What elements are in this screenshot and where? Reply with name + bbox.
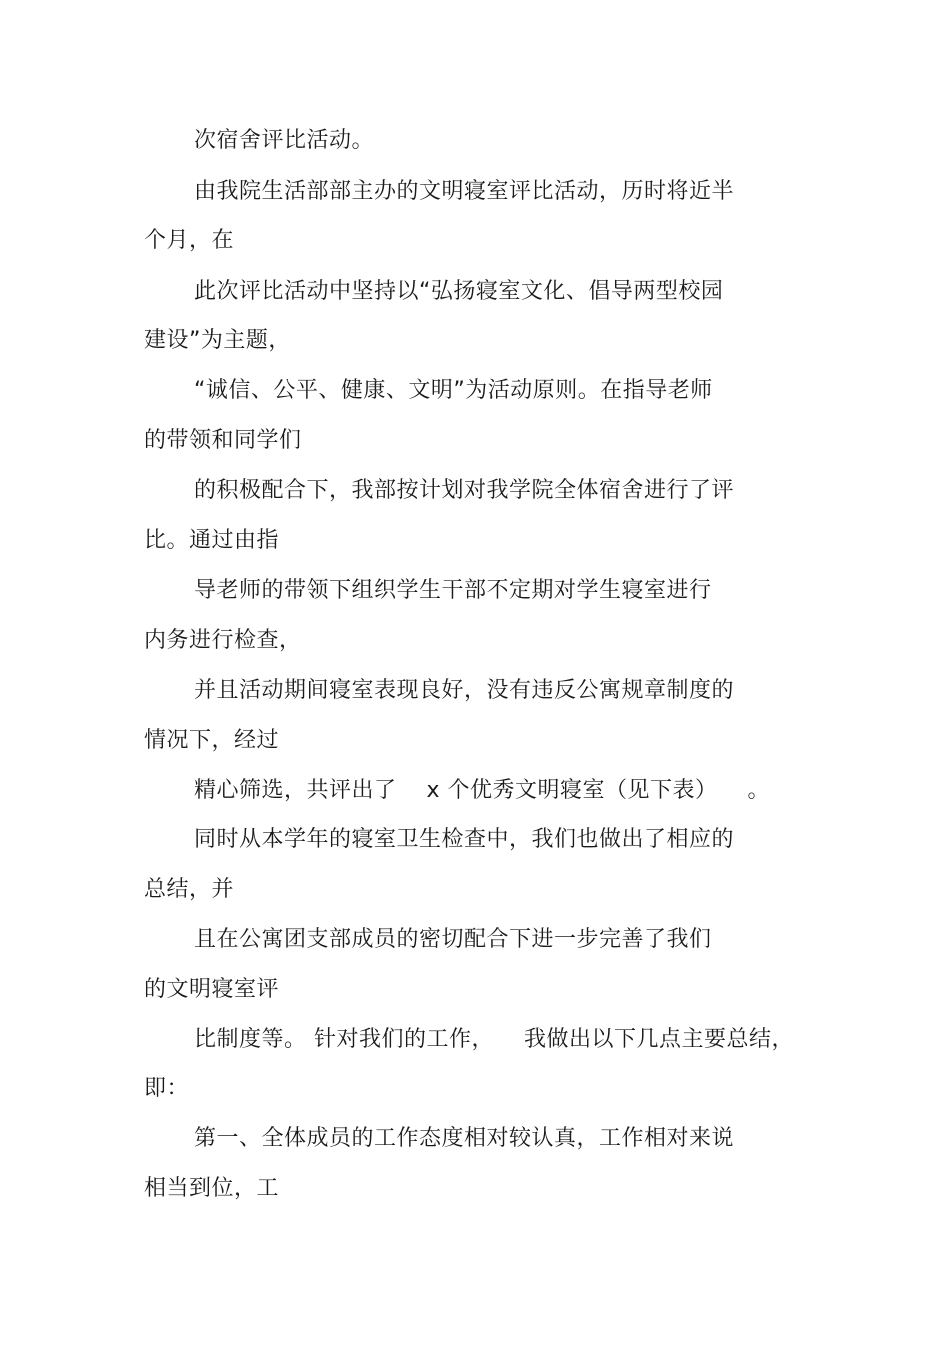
text-line: 次宿舍评比活动。	[194, 128, 375, 153]
text-line: 的文明寝室评	[144, 977, 280, 1002]
text-line: 比制度等。 针对我们的工作， 我做出以下几点主要总结，	[194, 1027, 794, 1052]
text-line: 并且活动期间寝室表现良好，没有违反公寓规章制度的	[194, 678, 735, 703]
text-line: 总结，并	[144, 877, 235, 902]
text-line: 导老师的带领下组织学生干部不定期对学生寝室进行	[194, 578, 712, 603]
text-line: 个月，在	[144, 228, 235, 253]
text-line: 内务进行检查，	[144, 628, 302, 653]
text-line: 的积极配合下，我部按计划对我学院全体宿舍进行了评	[194, 478, 735, 503]
text-line: 建设”为主题，	[144, 328, 291, 353]
text-line: 的带领和同学们	[144, 428, 302, 453]
text-line: 精心筛选，共评出了 x 个优秀文明寝室（见下表） 。	[194, 778, 770, 803]
text-line: 同时从本学年的寝室卫生检查中，我们也做出了相应的	[194, 827, 735, 852]
text-line: “诚信、公平、健康、文明”为活动原则。在指导老师	[194, 378, 713, 403]
text-line: 且在公寓团支部成员的密切配合下进一步完善了我们	[194, 927, 712, 952]
text-line: 此次评比活动中坚持以“弘扬寝室文化、倡导两型校园	[194, 279, 724, 304]
text-line: 第一、全体成员的工作态度相对较认真，工作相对来说	[194, 1126, 735, 1151]
text-line: 情况下，经过	[144, 728, 280, 753]
text-line: 即：	[144, 1076, 190, 1101]
text-line: 由我院生活部部主办的文明寝室评比活动，历时将近半	[194, 179, 735, 204]
text-line: 比。通过由指	[144, 528, 280, 553]
text-line: 相当到位，工	[144, 1176, 280, 1201]
